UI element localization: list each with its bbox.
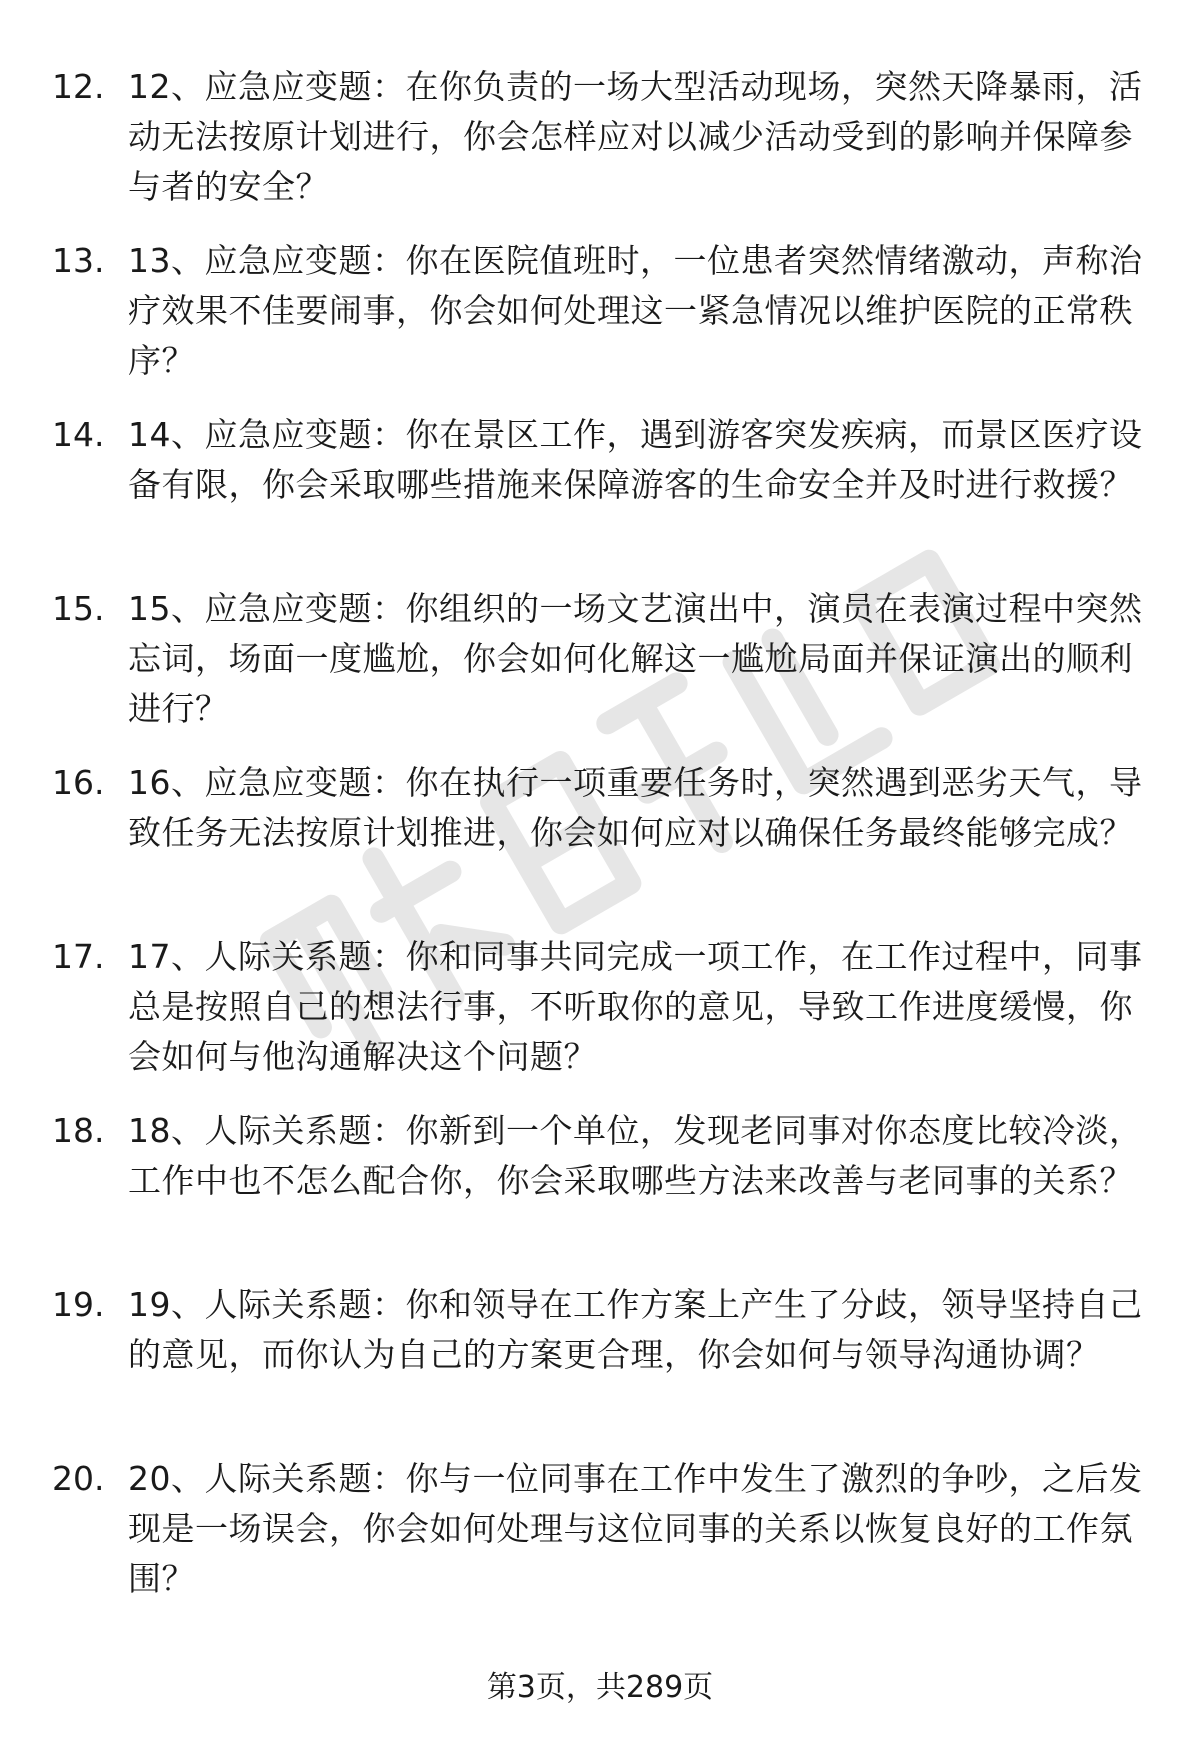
question-item <box>0 400 1200 574</box>
page-footer: 第3页，共289页 <box>486 1670 714 1705</box>
question-number: 16. <box>52 763 105 802</box>
question-text: 14、应急应变题：你在景区工作，遇到游客突发疾病，而景区医疗设备有限，你会采取哪些措施来保障游客的生命安全并及时进行救援？ <box>128 415 1143 504</box>
question-list <box>0 52 1200 1618</box>
question-number: 13. <box>52 241 105 280</box>
question-number: 18. <box>52 1111 105 1150</box>
question-text: 19、人际关系题：你和领导在工作方案上产生了分歧，领导坚持自己的意见，而你认为自己的方案更合理，你会如何与领导沟通协调？ <box>128 1285 1143 1374</box>
question-text: 15、应急应变题：你组织的一场文艺演出中，演员在表演过程中突然忘词，场面一度尴尬，你会如何化解这一尴尬局面并保证演出的顺利进行？ <box>128 589 1143 728</box>
question-item <box>0 1270 1200 1444</box>
question-number: 12. <box>52 67 105 106</box>
question-item <box>0 1444 1200 1618</box>
question-text: 12、应急应变题：在你负责的一场大型活动现场，突然天降暴雨，活动无法按原计划进行，你会怎样应对以减少活动受到的影响并保障参与者的安全？ <box>128 67 1143 206</box>
question-item <box>0 52 1200 226</box>
question-item <box>0 1096 1200 1270</box>
question-text: 16、应急应变题：你在执行一项重要任务时，突然遇到恶劣天气，导致任务无法按原计划推进，你会如何应对以确保任务最终能够完成？ <box>128 763 1143 852</box>
question-item <box>0 226 1200 400</box>
question-item <box>0 574 1200 748</box>
question-text: 17、人际关系题：你和同事共同完成一项工作，在工作过程中，同事总是按照自己的想法行事，不听取你的意见，导致工作进度缓慢，你会如何与他沟通解决这个问题？ <box>128 937 1143 1076</box>
question-number: 19. <box>52 1285 105 1324</box>
question-number: 17. <box>52 937 105 976</box>
question-item <box>0 922 1200 1096</box>
question-number: 15. <box>52 589 105 628</box>
question-text: 13、应急应变题：你在医院值班时，一位患者突然情绪激动，声称治疗效果不佳要闹事，你会如何处理这一紧急情况以维护医院的正常秩序？ <box>128 241 1143 380</box>
question-text: 20、人际关系题：你与一位同事在工作中发生了激烈的争吵，之后发现是一场误会，你会如何处理与这位同事的关系以恢复良好的工作氛围？ <box>128 1459 1143 1598</box>
question-number: 20. <box>52 1459 105 1498</box>
question-item <box>0 748 1200 922</box>
question-text: 18、人际关系题：你新到一个单位，发现老同事对你态度比较冷淡，工作中也不怎么配合你，你会采取哪些方法来改善与老同事的关系？ <box>128 1111 1143 1200</box>
question-number: 14. <box>52 415 105 454</box>
